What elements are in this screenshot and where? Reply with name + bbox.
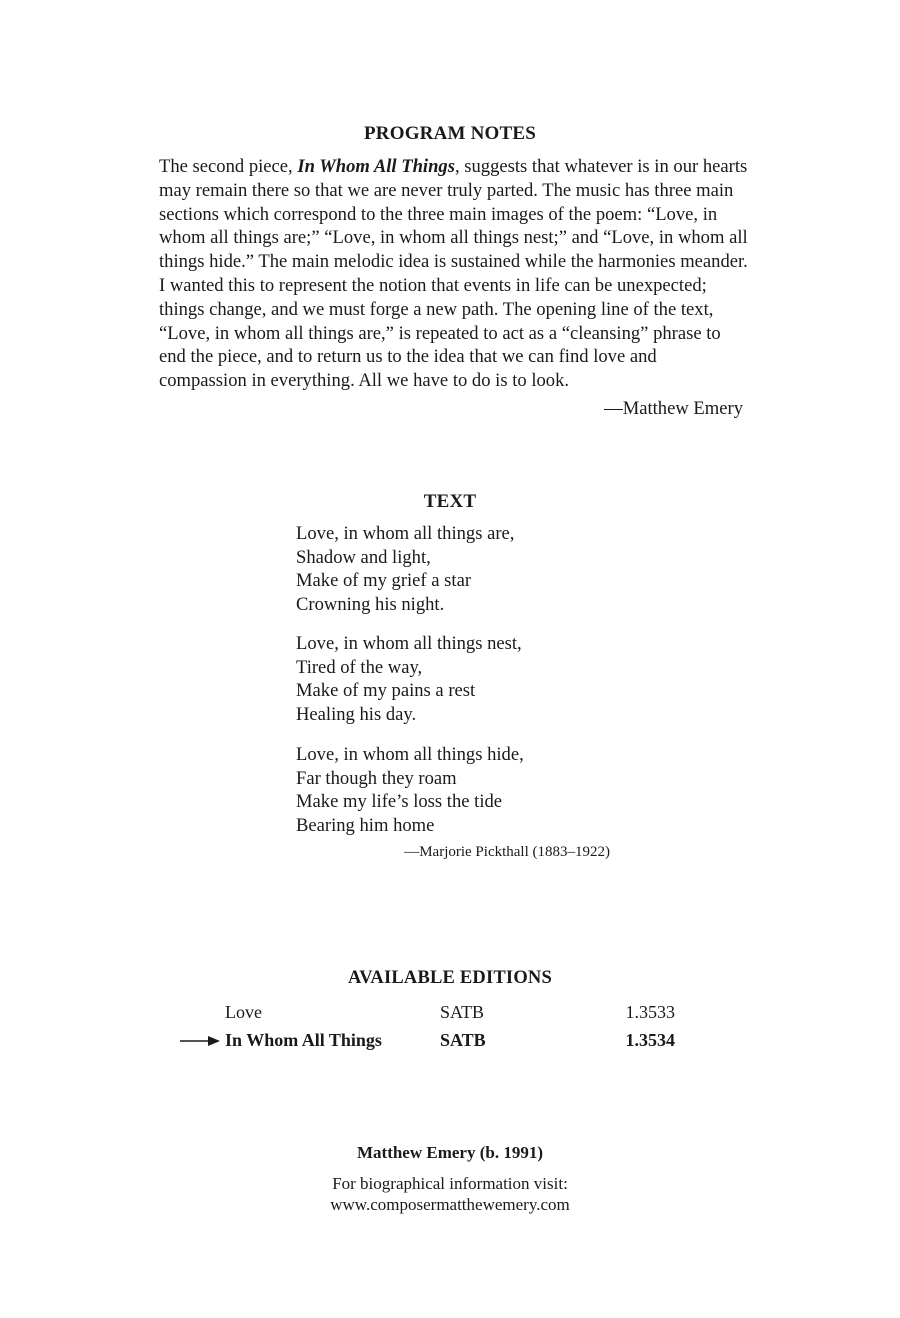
composer-name: Matthew Emery (b. 1991)	[356, 1143, 543, 1162]
edition-voicing: SATB	[440, 1002, 485, 1022]
poem-line: Tired of the way,	[296, 656, 423, 678]
edition-title: Love	[225, 1002, 262, 1022]
edition-row	[0, 1002, 900, 1028]
edition-row-current	[0, 1030, 900, 1056]
arrow-right-icon	[180, 1034, 220, 1048]
notes-piece-title: In Whom All Things	[297, 156, 455, 177]
edition-number: 1.3534	[625, 1030, 675, 1050]
notes-text: , suggests that whatever is in our hearts may remain there so that we are never truly parted. The music has three main sections which correspond to the three main images of the poem: “Love, in whom all things are;” “Love, in whom all things nest;” and “Love, in whom all things hide.” The main melodic idea is sustained while the harmonies meander. I wanted this to represent the notion that events in life can be unexpected; things change, and we must forge a new path. The opening line of the text, “Love, in whom all things are,” is repeated to act as a “cleansing” phrase to end the piece, and to return us to the idea that we can find love and compassion in everything. All we have to do is to look.	[159, 156, 748, 392]
editions-heading: AVAILABLE EDITIONS	[348, 968, 552, 988]
composer-website-link[interactable]: www.composermatthewemery.com	[330, 1195, 570, 1214]
bio-label: For biographical information visit:	[332, 1174, 568, 1193]
poem-stanza-1	[296, 522, 514, 616]
poem-line: Far though they roam	[296, 767, 457, 789]
poem-line: Bearing him home	[296, 814, 435, 836]
text-heading: TEXT	[423, 491, 477, 512]
notes-intro: The second piece,	[159, 156, 298, 177]
poem-line: Crowning his night.	[296, 593, 445, 615]
edition-voicing: SATB	[440, 1030, 486, 1050]
poem-stanza-2	[296, 632, 522, 726]
notes-author: —Matthew Emery	[604, 398, 743, 419]
edition-title: In Whom All Things	[225, 1030, 382, 1050]
poem-line: Shadow and light,	[296, 546, 431, 568]
program-notes-body	[159, 155, 749, 393]
poem-line: Love, in whom all things are,	[296, 523, 515, 544]
program-notes-heading: PROGRAM NOTES	[363, 123, 537, 144]
poem-line: Love, in whom all things nest,	[296, 633, 522, 654]
edition-number: 1.3533	[625, 1002, 675, 1022]
poem-stanza-3	[296, 743, 524, 837]
poem-line: Healing his day.	[296, 703, 417, 725]
poet-credit: —Marjorie Pickthall (1883–1922)	[404, 844, 610, 860]
poem-line: Make my life’s loss the tide	[296, 791, 503, 813]
poem-line: Make of my grief a star	[296, 570, 472, 592]
poem-line: Love, in whom all things hide,	[296, 744, 524, 765]
poem-line: Make of my pains a rest	[296, 680, 476, 702]
